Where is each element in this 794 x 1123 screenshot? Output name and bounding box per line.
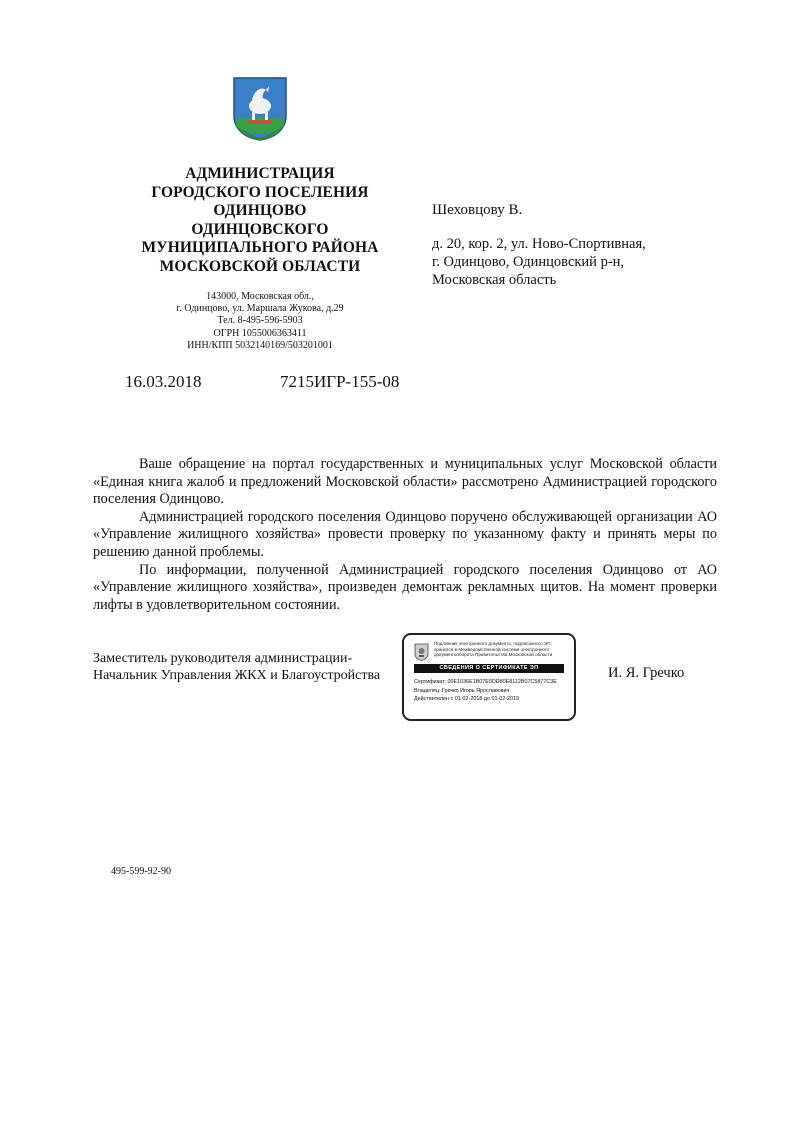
organization-name [120, 165, 400, 276]
signer-name: И. Я. Гречко [608, 665, 685, 681]
body-paragraph: По информации, полученной Администрацией городского поселения Одинцово от АО «Управление жилищного хозяйства», произведен демонтаж рекламных щитов. На момент проверки лифты в удовлетворительном состоянии. [93, 561, 717, 613]
address-line: ОГРН 1055006363411 [213, 327, 307, 339]
stamp-certificate-info [414, 678, 574, 704]
org-name-line: МОСКОВСКОЙ ОБЛАСТИ [159, 257, 361, 275]
signer-title [93, 650, 380, 684]
org-name-line: ГОРОДСКОГО ПОСЕЛЕНИЯ [151, 183, 369, 201]
stamp-note-line: документооборота Правительства Московской области [434, 652, 553, 658]
signer-title-line: Заместитель руководителя администрации- [93, 651, 353, 666]
recipient-address [432, 235, 646, 289]
address-line: г. Одинцово, ул. Маршала Жукова, д.29 [176, 303, 344, 315]
electronic-signature-stamp [402, 633, 576, 721]
org-name-line: МУНИЦИПАЛЬНОГО РАЙОНА [141, 239, 379, 256]
recipient-address-line: д. 20, кор. 2, ул. Ново-Спортивная, [432, 236, 646, 252]
address-line: Тел. 8-495-596-5903 [217, 315, 303, 327]
recipient-name: Шеховцову В. [432, 202, 523, 218]
document-number: 7215ИГР-155-08 [280, 372, 400, 391]
body-paragraph: Ваше обращение на портал государственных и муниципальных услуг Московской области «Единая книга жалоб и предложений Московской области» рассмотрено Администрацией городского поселения Одинцово. [93, 456, 717, 508]
stamp-note-line: Подлинник электронного документа, подписанного ЭП, [434, 641, 552, 646]
stamp-note [434, 641, 576, 658]
stamp-certificate: Сертификат: 00E1036E1B07E0DD80E8112B07C5877C3E [414, 679, 557, 685]
stamp-validity: Действителен с 01-02-2018 до 01-02-2019 [414, 696, 520, 703]
letter-body [93, 456, 717, 614]
body-paragraph: Администрацией городского поселения Одинцово поручено обслуживающей организации АО «Управление жилищного хозяйства» провести проверку по указанному факту и принять меры по решению данной проблемы. [93, 508, 717, 560]
signer-title-line: Начальник Управления ЖКХ и Благоустройства [93, 668, 381, 683]
stamp-note-line: хранится в Межведомственной системе электронного [434, 646, 550, 652]
footer-phone: 495-599-92-90 [111, 866, 171, 877]
stamp-banner: СВЕДЕНИЯ О СЕРТИФИКАТЕ ЭП [414, 664, 564, 673]
organization-address [130, 291, 390, 352]
org-name-line: АДМИНИСТРАЦИЯ [185, 165, 335, 182]
org-name-line: ОДИНЦОВСКОГО [191, 220, 329, 238]
stamp-owner: Владелец: Гречко Игорь Ярославович [414, 687, 510, 694]
address-line: 143000, Московская обл., [206, 291, 314, 302]
recipient-address-line: г. Одинцово, Одинцовский р-н, [432, 254, 625, 270]
recipient-address-line: Московская область [432, 272, 557, 288]
document-date: 16.03.2018 [125, 372, 202, 391]
address-line: ИНН/КПП 5032140169/503201001 [187, 339, 333, 351]
coat-of-arms-icon [232, 76, 288, 142]
org-name-line: ОДИНЦОВО [213, 202, 307, 219]
moscow-region-emblem-icon [414, 643, 429, 661]
